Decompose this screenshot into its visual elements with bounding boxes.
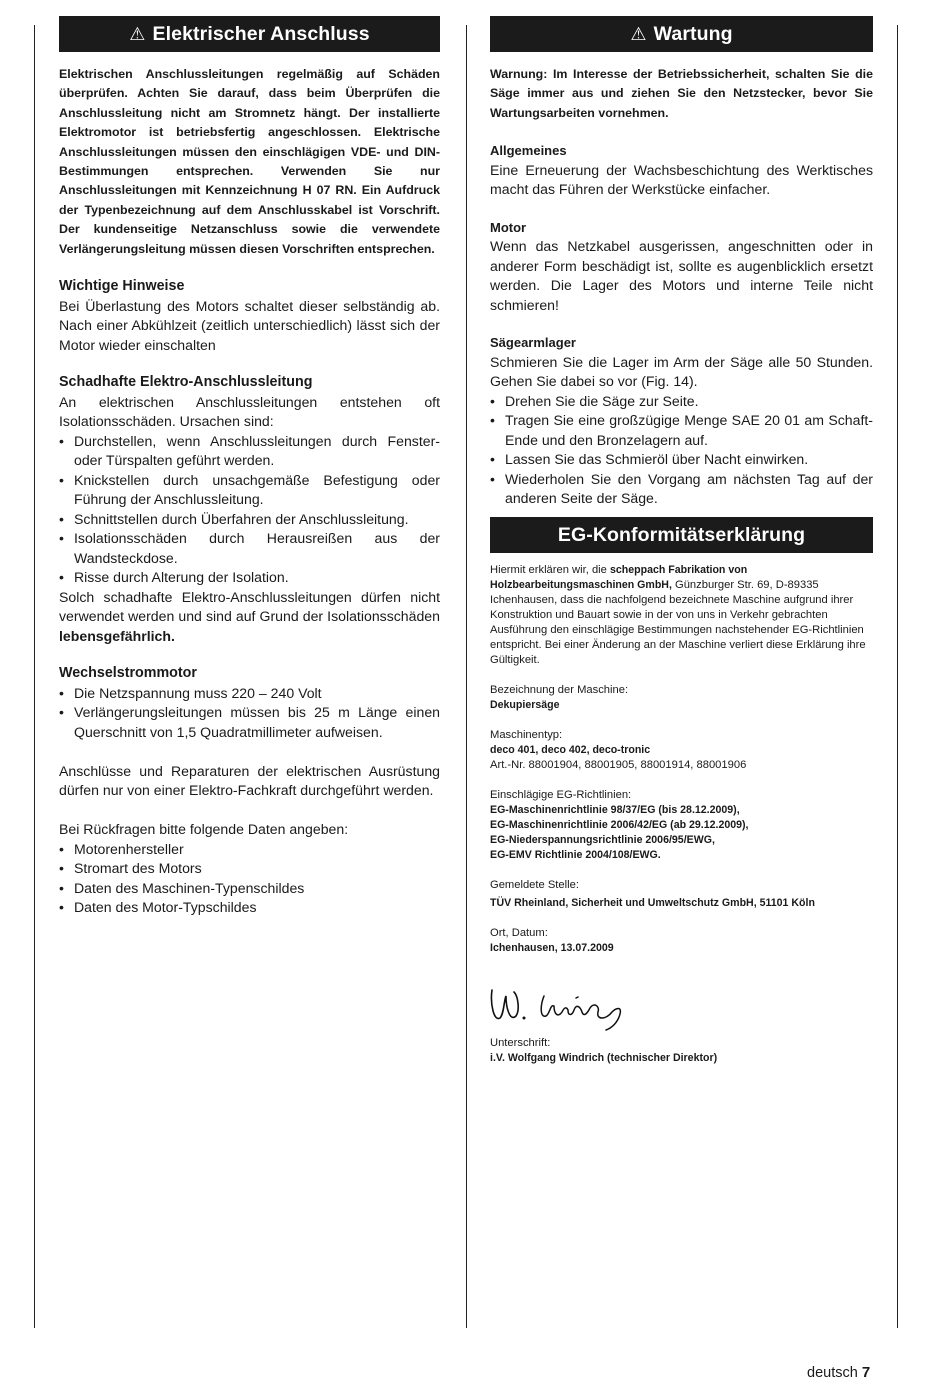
list-item: • Knickstellen durch unsachgemäße Befestigung oder Führung der Anschlussleitung.	[59, 471, 440, 508]
heading-saegearmlager: Sägearmlager	[490, 335, 576, 351]
paragraph-saegearmlager: Schmieren Sie die Lager im Arm der Säge alle 50 Stunden. Gehen Sie dabei so vor (Fig. 14).	[490, 353, 873, 390]
list-item: • Risse durch Alterung der Isolation.	[59, 569, 289, 586]
paragraph-allgemeines: Eine Erneuerung der Wachsbeschichtung des Werktisches macht das Führen der Werkstücke einfacher.	[490, 161, 873, 198]
label-gemeldete-stelle: Gemeldete Stelle:	[490, 878, 579, 891]
value-richtlinie: EG-EMV Richtlinie 2004/108/EWG.	[490, 848, 661, 861]
list-item: • Daten des Maschinen-Typenschildes	[59, 879, 305, 896]
paragraph-motor: Wenn das Netzkabel ausgerissen, angeschnitten oder in anderer Form beschädigt ist, sollte es augenblicklich ersetzt werden. Die Lager des Motors und interne Teile nicht schmieren!	[490, 238, 873, 313]
list-schadhafte-ursachen	[59, 432, 440, 588]
section-saegearmlager	[490, 333, 873, 509]
right-column	[490, 16, 873, 1066]
heading-wechselstrommotor: Wechselstrommotor	[59, 665, 197, 682]
value-richtlinie: EG-Maschinenrichtlinie 2006/42/EG (ab 29.12.2009),	[490, 818, 749, 831]
list-item: • Motorenhersteller	[59, 840, 184, 857]
intro-paragraph: Elektrischen Anschlussleitungen regelmäßig auf Schäden überprüfen. Achten Sie darauf, dass beim Überprüfen die Anschlussleitung nicht am Stromnetz hängt. Der installierte Elektromotor ist betriebsfertig angeschlossen. Elektrische Anschlussleitungen müssen den einschlägigen VDE- und DIN-Bestimmungen entsprechen. Verwenden Sie nur Anschlussleitungen mit Kennzeichnung H 07 RN. Ein Aufdruck der Typenbezeichnung auf dem Anschlusskabel ist Vorschrift. Der kundenseitige Netzanschluss sowie die verwendete Verlängerungsleitung müssen diesen Vorschriften entsprechen.	[59, 67, 440, 256]
section-schadhafte-leitung	[59, 373, 440, 646]
list-saegearmlager	[490, 392, 873, 509]
list-item: • Schnittstellen durch Überfahren der Anschlussleitung.	[59, 510, 409, 527]
value-richtlinie: EG-Maschinenrichtlinie 98/37/EG (bis 28.12.2009),	[490, 803, 740, 816]
list-item: • Drehen Sie die Säge zur Seite.	[490, 392, 699, 409]
label-bezeichnung: Bezeichnung der Maschine:	[490, 683, 629, 696]
footer-language: deutsch	[807, 1365, 858, 1381]
page-footer	[807, 1364, 870, 1381]
list-item: • Daten des Motor-Typschildes	[59, 899, 257, 916]
value-ort-datum: Ichenhausen, 13.07.2009	[490, 941, 614, 954]
list-item: • Stromart des Motors	[59, 860, 202, 877]
value-artikelnummer: Art.-Nr. 88001904, 88001905, 88001914, 88001906	[490, 758, 747, 771]
section-wichtige-hinweise	[59, 277, 440, 355]
paragraph-schadhafte-warning: Solch schadhafte Elektro-Anschlussleitungen dürfen nicht verwendet werden und sind auf Grund der Isolationsschäden lebensgefährlich.	[59, 588, 440, 644]
heading-schadhafte-leitung: Schadhafte Elektro-Anschlussleitung	[59, 374, 313, 391]
heading-allgemeines: Allgemeines	[490, 143, 567, 159]
value-gemeldete-stelle: TÜV Rheinland, Sicherheit und Umweltschutz GmbH, 51101 Köln	[490, 896, 815, 909]
section-motor	[490, 218, 873, 316]
label-unterschrift: Unterschrift:	[490, 1036, 551, 1049]
value-richtlinie: EG-Niederspannungsrichtlinie 2006/95/EWG,	[490, 833, 715, 846]
label-ort-datum: Ort, Datum:	[490, 926, 548, 939]
section-wechselstrommotor	[59, 664, 440, 918]
list-item: • Durchstellen, wenn Anschlussleitungen durch Fenster- oder Türspalten geführt werden.	[59, 432, 440, 469]
list-item: • Verlängerungsleitungen müssen bis 25 m Länge einen Querschnitt von 1,5 Quadratmillimeter aufweisen.	[59, 704, 440, 740]
warning-triangle-icon: ⚠	[630, 24, 647, 44]
warning-triangle-icon: ⚠	[129, 24, 146, 44]
warning-paragraph: Warnung: Im Interesse der Betriebssicherheit, schalten Sie die Säge immer aus und ziehen Sie den Netzstecker, bevor Sie Wartungsarbeiten vornehmen.	[490, 67, 873, 120]
paragraph-rueckfragen: Bei Rückfragen bitte folgende Daten angeben:	[59, 821, 349, 838]
value-maschinentyp: deco 401, deco 402, deco-tronic	[490, 743, 651, 756]
left-margin-rule	[34, 25, 35, 1328]
list-wechselstrommotor	[59, 684, 440, 743]
section-allgemeines	[490, 141, 873, 200]
list-item: • Tragen Sie eine großzügige Menge SAE 20 01 am Schaft-Ende und den Bronzelagern auf.	[490, 412, 873, 448]
heading-motor: Motor	[490, 219, 527, 235]
paragraph-reparaturen: Anschlüsse und Reparaturen der elektrischen Ausrüstung dürfen nur von einer Elektro-Fachkraft durchgeführt werden.	[59, 762, 440, 799]
paragraph-schadhafte-intro: An elektrischen Anschlussleitungen entstehen oft Isolationsschäden. Ursachen sind:	[59, 393, 440, 430]
list-item: • Die Netzspannung muss 220 – 240 Volt	[59, 684, 322, 701]
list-item: • Wiederholen Sie den Vorgang am nächsten Tag auf der anderen Seite der Säge.	[490, 470, 873, 507]
list-item: • Lassen Sie das Schmieröl über Nacht einwirken.	[490, 451, 809, 468]
section-header-wartung: ⚠ Wartung	[490, 16, 873, 52]
list-item: • Isolationsschäden durch Herausreißen aus der Wandsteckdose.	[59, 530, 440, 566]
heading-wichtige-hinweise: Wichtige Hinweise	[59, 278, 185, 295]
section-header-eg-konformitaet: EG-Konformitätserklärung	[490, 517, 873, 553]
section-header-elektrischer-anschluss: ⚠ Elektrischer Anschluss	[59, 16, 440, 52]
eg-declaration	[490, 563, 873, 1066]
center-divider-rule	[466, 25, 467, 1328]
label-richtlinien: Einschlägige EG-Richtlinien:	[490, 788, 632, 801]
value-unterschrift: i.V. Wolfgang Windrich (technischer Direktor)	[490, 1051, 718, 1064]
page-number: 7	[861, 1364, 871, 1381]
left-column	[59, 16, 440, 918]
label-maschinentyp: Maschinentyp:	[490, 728, 563, 741]
paragraph-hinweise: Bei Überlastung des Motors schaltet dieser selbständig ab. Nach einer Abkühlzeit (zeitlich unterschiedlich) lässt sich der Motor wieder einschalten	[59, 297, 440, 353]
right-margin-rule	[897, 25, 898, 1328]
eg-intro-paragraph: Hiermit erklären wir, die scheppach Fabrikation von Holzbearbeitungsmaschinen GmbH, Günzburger Str. 69, D-89335 Ichenhausen, dass die nachfolgend bezeichnete Maschine aufgrund ihrer Konstruktion und Bauart sowie in der von uns in Verkehr gebrachten Ausführung den einschlägige Bestimmungen nachstehender EG-Richtlinien entspricht. Bei einer Änderung an der Maschine verliert diese Erklärung ihre Gültigkeit.	[490, 563, 866, 666]
list-rueckfragen	[59, 840, 440, 918]
handwritten-signature	[488, 982, 638, 1032]
value-bezeichnung: Dekupiersäge	[490, 698, 560, 711]
